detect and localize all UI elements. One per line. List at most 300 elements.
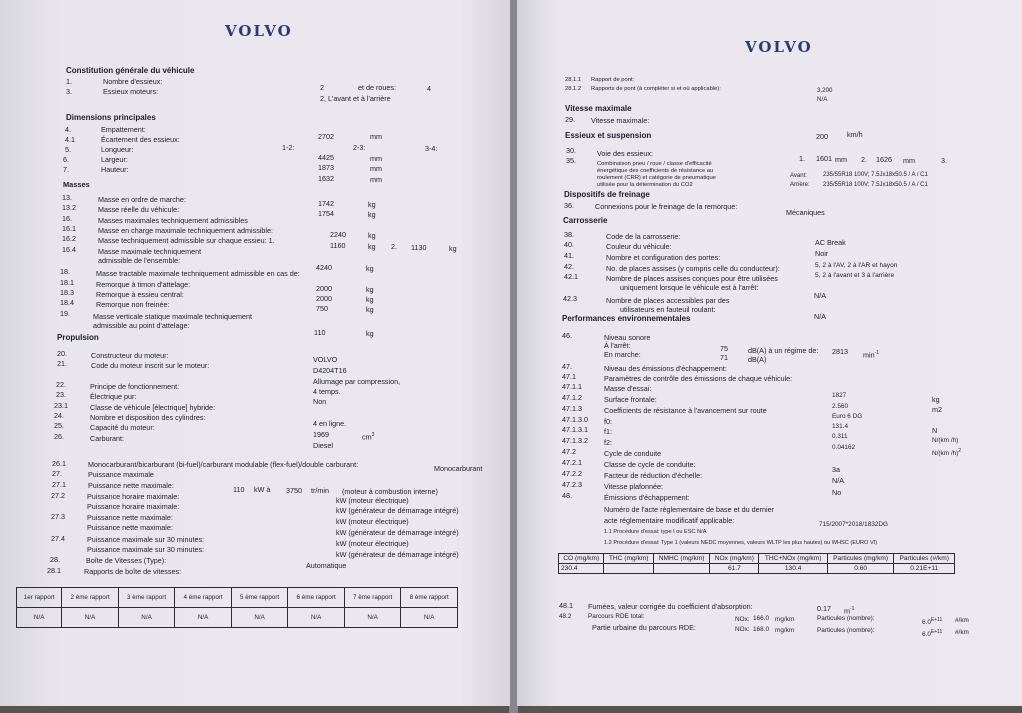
row-num: 42.1: [564, 272, 578, 281]
row-label: Puissance horaire maximale:: [87, 502, 180, 511]
row-num: 16.4: [62, 245, 76, 254]
gear-ratio-table: [16, 587, 458, 628]
row-value: Diesel: [313, 441, 333, 450]
row-label: Hauteur:: [101, 165, 129, 174]
row-num: 47.2.2: [562, 469, 582, 478]
row-label: Puissance nette maximale:: [87, 513, 173, 522]
row-unit: #/km: [955, 629, 969, 636]
row-num: 42.3: [563, 294, 577, 303]
row-value: 4 en ligne.: [313, 419, 347, 428]
row-value: 4: [427, 84, 431, 93]
row-label: 1-2:: [282, 143, 295, 152]
row-label: f2:: [604, 438, 612, 447]
gear-value-row: [17, 608, 458, 628]
value-exponent: E+11: [930, 629, 943, 635]
row-num: 26.: [54, 432, 64, 441]
row-unit: N: [932, 426, 938, 435]
row-value: 235/55R18 100V; 7.5Jx18x50.5 / A / C1: [823, 182, 928, 188]
gear-value: N/A: [17, 608, 62, 628]
row-value: 1160: [330, 241, 346, 250]
emissions-value: 0.21E+11: [894, 564, 955, 574]
row-note: kW (moteur électrique): [336, 496, 409, 505]
row-label: f1:: [604, 427, 612, 436]
row-unit: tr/min: [311, 486, 329, 495]
row-label: Carburant:: [90, 434, 124, 443]
row-label: Essieux moteurs:: [103, 87, 159, 96]
unit-exponent: -1: [874, 350, 880, 356]
row-label: Masse techniquement admissible sur chaque essieu: 1.: [98, 236, 275, 245]
section-essieux: Essieux et suspension: [565, 131, 652, 140]
emissions-header: NMHC (mg/km): [653, 554, 709, 564]
row-label: Rapports de boîte de vitesses:: [84, 567, 182, 576]
row-num: 47.: [562, 362, 572, 371]
gear-value: N/A: [231, 608, 288, 628]
section-vitesse: Vitesse maximale: [565, 104, 632, 113]
row-num: 20.: [57, 349, 67, 358]
row-unit: kg: [932, 395, 940, 404]
section-freinage: Dispositifs de freinage: [564, 190, 650, 199]
row-num: 1.: [66, 77, 72, 86]
row-label: utilisateurs en fauteuil roulant:: [620, 305, 716, 314]
row-label: 3-4:: [425, 144, 438, 153]
row-label: Puissance maximale sur 30 minutes:: [87, 545, 205, 554]
row-num: 3.: [66, 87, 72, 96]
row-num: 28.1.1: [565, 77, 582, 83]
row-value: 2702: [318, 132, 334, 141]
row-value: N/A: [814, 312, 826, 321]
row-unit: [932, 447, 961, 458]
row-label: Niveau des émissions d'échappement:: [604, 364, 727, 373]
row-num: 48.: [562, 491, 572, 500]
unit-exponent: -1: [850, 606, 855, 612]
row-label: Facteur de réduction d'échelle:: [604, 471, 703, 480]
row-value: 200: [816, 132, 828, 141]
row-label: NOx:: [735, 626, 750, 633]
row-unit: kg: [368, 200, 376, 209]
row-label: Nombre et configuration des portes:: [606, 253, 721, 262]
row-unit: N/(km /h): [932, 437, 959, 444]
row-value: 3750: [286, 486, 302, 495]
row-label: 2.: [391, 242, 397, 251]
row-num: 27.: [52, 469, 62, 478]
row-value: No: [832, 488, 842, 497]
emissions-header: Particules (mg/km): [827, 554, 894, 564]
row-label: Nombre et disposition des cylindres:: [90, 413, 206, 422]
emissions-value: [653, 564, 709, 574]
row-label: Coefficients de résistance à l'avancement sur route: [604, 406, 767, 415]
unit-text: min: [863, 350, 875, 360]
row-unit: dB(A) à un régime de:: [748, 346, 819, 355]
row-num: 18.1: [60, 278, 74, 287]
row-value: 1827: [832, 392, 847, 399]
emissions-table: [558, 553, 955, 574]
row-note: kW (générateur de démarrage intégré): [336, 550, 459, 559]
row-value: 0.17: [817, 604, 831, 613]
row-value: 0.311: [832, 433, 848, 440]
row-label: Constructeur du moteur:: [91, 351, 169, 360]
row-label: Partie urbaine du parcours RDE:: [592, 623, 696, 632]
gear-header: 3 ème rapport: [118, 588, 175, 608]
row-unit: kg: [366, 264, 374, 273]
row-label: Puissance maximale sur 30 minutes:: [87, 535, 205, 544]
row-num: 28.1.2: [565, 86, 582, 92]
row-value: 110: [314, 328, 326, 337]
row-value: N/A: [817, 96, 828, 103]
row-num: 42.: [564, 262, 574, 271]
row-label: Nombre de places assises conçues pour être utilisées: [606, 274, 778, 283]
row-unit: kg: [368, 242, 376, 251]
row-value: 715/2007*2018/1832DG: [819, 521, 888, 528]
row-num: 5.: [65, 145, 71, 154]
gear-header: 8 ème rapport: [401, 588, 458, 608]
row-unit: mm: [835, 155, 847, 164]
row-label: Émissions d'échappement:: [604, 493, 690, 502]
row-num: 35.: [566, 156, 576, 165]
row-value: VOLVO: [313, 355, 338, 364]
row-value: 1626: [876, 155, 892, 164]
row-num: 47.1: [562, 372, 576, 381]
row-value: Mécaniques: [786, 208, 825, 217]
row-label: Masse tractable maximale techniquement admissible en cas de:: [96, 269, 300, 278]
row-unit: m2: [932, 405, 942, 414]
row-label: Masse en ordre de marche:: [98, 195, 186, 204]
row-label: 3.: [941, 156, 947, 165]
row-label: Particules (nombre):: [817, 615, 875, 622]
row-num: 47.1.2: [562, 393, 582, 402]
row-label: acte réglementaire modificatif applicable:: [604, 516, 735, 525]
row-num: 23.: [56, 390, 66, 399]
row-value: [922, 616, 942, 627]
row-value: 3.200: [817, 87, 833, 94]
row-label: Remorque à essieu central:: [96, 290, 184, 299]
unit-exponent: 2: [958, 448, 962, 454]
row-num: 22.: [56, 380, 66, 389]
emissions-value-row: [559, 564, 955, 574]
row-label: Rapports de pont (à compléter si et où applicable):: [591, 86, 721, 92]
row-num: 47.1.3.0: [562, 415, 588, 424]
row-value: Non: [313, 397, 327, 406]
row-num: 36.: [564, 201, 574, 210]
row-label: Code du moteur inscrit sur le moteur:: [91, 361, 210, 370]
row-value: 71: [720, 353, 728, 362]
row-label: admissible de l'ensemble:: [98, 256, 181, 265]
row-value: 166.0: [753, 615, 769, 622]
row-label: roulement (CRR) et catégorie de pneumatique: [597, 175, 716, 181]
row-label: Voie des essieux:: [597, 149, 653, 158]
emissions-value: 0.60: [827, 564, 894, 574]
row-value: 1969: [313, 430, 329, 439]
row-num: 4.: [65, 125, 71, 134]
row-value: 131.4: [832, 423, 848, 430]
row-value: 1601: [816, 154, 832, 163]
row-label: f0:: [604, 417, 612, 426]
row-label: Écartement des essieux:: [101, 135, 180, 144]
gear-value: N/A: [118, 608, 175, 628]
row-value: 5, 2 à l'AV, 2 à l'AR et hayon: [815, 262, 898, 269]
row-unit: kW à: [254, 485, 271, 494]
row-label: No. de places assises (y compris celle du conducteur):: [606, 264, 780, 273]
row-num: 29.: [565, 115, 575, 124]
row-note: kW (générateur de démarrage intégré): [336, 506, 459, 515]
left-page: [0, 0, 510, 706]
row-num: 18.: [60, 267, 70, 276]
row-label: Boîte de Vitesses (Type):: [86, 556, 167, 565]
row-num: 25.: [54, 421, 64, 430]
row-label: Puissance horaire maximale:: [87, 492, 180, 501]
emissions-value: 230.4: [559, 564, 604, 574]
row-num: 47.1.3: [562, 404, 582, 413]
row-value: 2000: [316, 294, 332, 303]
row-label: et de roues:: [358, 83, 396, 92]
row-num: 47.2.1: [562, 458, 582, 467]
row-label: Classe de véhicule [électrique] hybride:: [90, 403, 216, 412]
row-label: Connexions pour le freinage de la remorque:: [595, 202, 738, 211]
section-masses: Masses: [63, 180, 90, 189]
row-label: Particules (nombre):: [817, 627, 875, 634]
row-label: 2-3:: [353, 143, 366, 152]
row-value: Allumage par compression,: [313, 377, 401, 386]
row-num: 13.: [62, 193, 72, 202]
gear-header: 2 ème rapport: [62, 588, 119, 608]
gear-value: N/A: [344, 608, 401, 628]
row-label: Largeur:: [101, 155, 128, 164]
row-label: Empattement:: [101, 125, 146, 134]
row-label: Puissance nette maximale:: [88, 481, 174, 490]
row-num: 23.1: [54, 401, 68, 410]
row-num: 48.2: [559, 613, 572, 620]
row-value: 1632: [318, 174, 334, 183]
row-unit: mm: [370, 175, 382, 184]
row-num: 24.: [54, 411, 64, 420]
row-num: 18.3: [60, 288, 74, 297]
row-label: Masse d'essai:: [604, 384, 652, 393]
row-label: Masses maximales techniquement admissibles: [98, 216, 248, 225]
row-label: Niveau sonore: [604, 333, 651, 342]
row-note: 1.1 Procédure d'essai: type I ou ESC N/A: [604, 529, 707, 535]
row-label: Masse verticale statique maximale techniquement: [93, 312, 252, 321]
row-label: Couleur du véhicule:: [606, 242, 672, 251]
row-value: 2000: [316, 284, 332, 293]
right-page: [517, 0, 1022, 706]
row-num: 47.1.1: [562, 382, 582, 391]
row-value: 1742: [318, 199, 334, 208]
row-num: 38.: [564, 230, 574, 239]
row-value: 235/55R18 100V; 7.5Jx18x50.5 / A / C1: [823, 172, 928, 178]
row-label: énergétique des coefficients de résistance au: [597, 168, 714, 174]
gear-header-row: [17, 588, 458, 608]
gear-header: 4 ème rapport: [175, 588, 232, 608]
row-unit: kg: [366, 305, 374, 314]
section-constitution: Constitution générale du véhicule: [66, 66, 195, 75]
row-value: 4240: [316, 263, 332, 272]
row-value: 4425: [318, 153, 334, 162]
row-num: 46.: [562, 331, 572, 340]
row-value: N/A: [832, 476, 844, 485]
row-num: 47.1.3.2: [562, 436, 588, 445]
row-value: 4 temps.: [313, 387, 341, 396]
value-text: 6.0: [922, 631, 931, 639]
row-label: Masse en charge maximale techniquement admissible:: [98, 226, 273, 235]
row-num: 41.: [564, 251, 574, 260]
row-unit: kg: [366, 329, 374, 338]
row-label: Masse réelle du véhicule:: [98, 205, 180, 214]
row-unit: mg/km: [775, 627, 795, 634]
row-value: 2813: [832, 347, 848, 356]
volvo-logo: VOLVO: [745, 38, 813, 56]
row-num: 16.: [62, 214, 72, 223]
row-label: Vitesse plafonnée:: [604, 482, 664, 491]
emissions-value: 130.4: [759, 564, 827, 574]
row-label: Capacité du moteur:: [90, 423, 155, 432]
row-value: 2: [320, 83, 324, 92]
row-label: Cycle de conduite: [604, 449, 662, 458]
row-value: 1754: [318, 209, 334, 218]
row-label: NOx:: [735, 616, 750, 623]
row-label: Puissance nette maximale:: [87, 523, 173, 532]
row-unit: kg: [449, 244, 457, 253]
row-label: Principe de fonctionnement:: [90, 382, 180, 391]
row-num: 27.3: [51, 512, 65, 521]
row-unit: mm: [370, 154, 382, 163]
row-num: 27.2: [51, 491, 65, 500]
row-label: À l'arrêt:: [604, 341, 631, 350]
value-text: 6.0: [922, 619, 931, 627]
row-num: 16.2: [62, 234, 76, 243]
row-value: N/A: [814, 291, 826, 300]
row-unit: mg/km: [775, 616, 795, 623]
row-value: Monocarburant: [434, 464, 483, 473]
row-label: 2.: [861, 155, 867, 164]
section-propulsion: Propulsion: [57, 333, 99, 342]
row-value: 75: [720, 344, 728, 353]
row-num: 28.1: [47, 566, 61, 575]
row-value: 0.04162: [832, 444, 856, 451]
row-label: En marche:: [604, 350, 641, 359]
row-label: Fumées, valeur corrigée du coefficient d'absorption:: [588, 602, 753, 611]
row-label: uniquement lorsque le véhicule est à l'arrêt:: [620, 283, 759, 292]
gear-header: 1er rapport: [17, 588, 62, 608]
row-label: utilisée pour la détermination du CO2: [597, 182, 693, 188]
row-value: 5, 2 à l'avant et 3 à l'arrière: [815, 272, 895, 279]
row-value: 1873: [318, 163, 334, 172]
row-label: Surface frontale:: [604, 395, 657, 404]
row-unit: kg: [366, 295, 374, 304]
row-unit: mm: [370, 164, 382, 173]
row-num: 28.: [50, 555, 60, 564]
row-value: Euro 6 DG: [832, 413, 863, 420]
row-label: Nombre d'essieux:: [103, 77, 163, 86]
row-unit: mm: [370, 132, 382, 141]
row-unit: kg: [368, 210, 376, 219]
row-label: Numéro de l'acte réglementaire de base et du dernier: [604, 505, 774, 514]
row-num: 30.: [566, 146, 576, 155]
row-value: 2240: [330, 230, 346, 239]
row-label: Vitesse maximale:: [591, 116, 650, 125]
row-label: Code de la carrosserie:: [606, 232, 681, 241]
row-unit: kg: [366, 285, 374, 294]
row-note: 1.2 Procédure d'essai: Type 1 (valeurs NEDC moyennes, valeurs WLTP les plus hautes) ou WHSC (EURO VI): [604, 540, 878, 546]
row-value: D4204T16: [313, 366, 347, 375]
row-label: Électrique pur:: [90, 392, 137, 401]
row-label: Longueur:: [101, 145, 134, 154]
row-value: 2, L'avant et à l'arrière: [320, 94, 391, 103]
row-label: Parcours RDE total:: [588, 613, 645, 620]
row-num: 27.4: [51, 534, 65, 543]
row-value: [922, 628, 942, 639]
row-note: kW (moteur électrique): [336, 517, 409, 526]
row-num: 6.: [63, 155, 69, 164]
row-label: Paramètres de contrôle des émissions de chaque véhicule:: [604, 374, 793, 383]
row-num: 18.4: [60, 298, 74, 307]
row-value: 2.560: [832, 403, 848, 410]
row-label: Avant:: [790, 173, 807, 179]
gear-value: N/A: [175, 608, 232, 628]
row-label: 1.: [799, 154, 805, 163]
row-num: 21.: [57, 359, 67, 368]
row-num: 47.2: [562, 447, 576, 456]
emissions-header: THC+NOx (mg/km): [759, 554, 827, 564]
gear-header: 7 ème rapport: [344, 588, 401, 608]
row-num: 27.1: [52, 480, 66, 489]
row-label: Remorque à timon d'attelage:: [96, 280, 191, 289]
row-label: Remorque non freinée:: [96, 300, 170, 309]
emissions-header: NOx (mg/km): [710, 554, 759, 564]
row-unit: kg: [368, 231, 376, 240]
row-unit: [863, 349, 879, 359]
value-exponent: E+11: [930, 617, 943, 623]
emissions-header: THC (mg/km): [604, 554, 653, 564]
section-dimensions: Dimensions principales: [66, 113, 156, 122]
volvo-logo: VOLVO: [225, 22, 293, 40]
row-num: 7.: [63, 165, 69, 174]
unit-text: m: [844, 606, 850, 616]
unit-exponent: 3: [371, 432, 375, 438]
row-value: AC Break: [815, 238, 846, 247]
row-unit: #/km: [955, 617, 969, 624]
row-num: 16.1: [62, 224, 76, 233]
unit-text: N/(km /h): [932, 450, 959, 458]
row-value: 750: [316, 304, 328, 313]
row-unit: km/h: [847, 130, 863, 139]
row-num: 4.1: [65, 135, 75, 144]
row-label: Classe de cycle de conduite:: [604, 460, 696, 469]
row-num: 26.1: [52, 459, 66, 468]
row-value: 110: [233, 485, 245, 494]
row-label: Puissance maximale: [88, 470, 154, 479]
row-value: 1130: [411, 243, 427, 252]
row-num: 47.1.3.1: [562, 425, 588, 434]
unit-text: cm: [362, 432, 372, 442]
row-label: Monocarburant/bicarburant (bi-fuel)/carburant modulable (flex-fuel)/double carburant:: [88, 460, 359, 469]
section-carrosserie: Carrosserie: [563, 216, 608, 225]
row-label: Nombre de places accessibles par des: [606, 296, 730, 305]
gear-value: N/A: [401, 608, 458, 628]
row-value: 3a: [832, 465, 840, 474]
row-label: Rapport de pont:: [591, 77, 635, 83]
row-note: kW (générateur de démarrage intégré): [336, 528, 459, 537]
row-label: admissible au point d'attelage:: [93, 321, 190, 330]
row-note: kW (moteur électrique): [336, 539, 409, 548]
row-label: Masse maximale techniquement: [98, 247, 202, 256]
row-value: 168.0: [753, 626, 769, 633]
gear-value: N/A: [62, 608, 119, 628]
emissions-header: CO (mg/km): [559, 554, 604, 564]
gear-header: 6 ème rapport: [288, 588, 345, 608]
emissions-value: 61.7: [710, 564, 759, 574]
emissions-header-row: [559, 554, 955, 564]
row-num: 19.: [60, 309, 70, 318]
emissions-header: Particules (#/km): [894, 554, 955, 564]
